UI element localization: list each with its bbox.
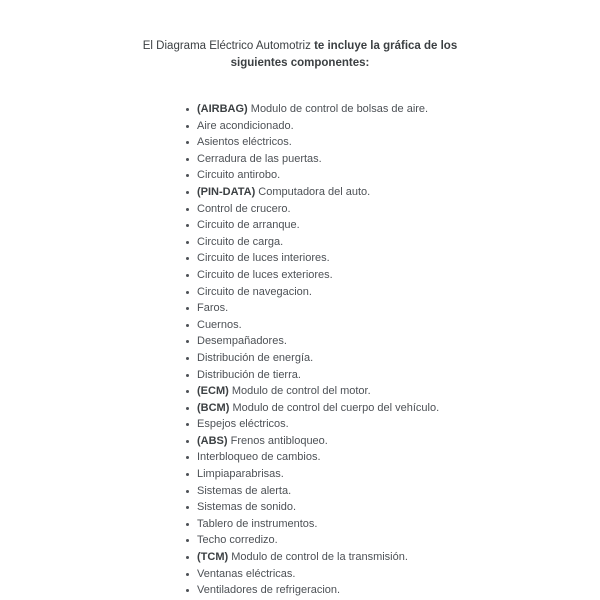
- list-item: Distribución de tierra.: [197, 367, 600, 384]
- list-item: Espejos eléctricos.: [197, 416, 600, 433]
- list-item: Asientos eléctricos.: [197, 134, 600, 151]
- list-item: (ABS) Frenos antibloqueo.: [197, 433, 600, 450]
- component-list: [0, 101, 600, 599]
- list-item: (ECM) Modulo de control del motor.: [197, 383, 600, 400]
- list-item: (TCM) Modulo de control de la transmisión.: [197, 549, 600, 566]
- list-item: Faros.: [197, 300, 600, 317]
- list-item: Circuito de carga.: [197, 234, 600, 251]
- page-title-regular: El Diagrama Eléctrico Automotriz: [142, 40, 315, 52]
- list-item: Circuito de luces interiores.: [197, 250, 600, 267]
- list-item: Cerradura de las puertas.: [197, 151, 600, 168]
- list-item: Circuito de luces exteriores.: [197, 267, 600, 284]
- list-item: Circuito de arranque.: [197, 217, 600, 234]
- list-item: Limpiaparabrisas.: [197, 466, 600, 483]
- item-code: (BCM): [197, 401, 230, 414]
- list-item: Sistemas de alerta.: [197, 483, 600, 500]
- list-item: Sistemas de sonido.: [197, 499, 600, 516]
- list-item: Desempañadores.: [197, 333, 600, 350]
- list-item: Cuernos.: [197, 317, 600, 334]
- list-item: Distribución de energía.: [197, 350, 600, 367]
- list-item: Ventiladores de refrigeracion.: [197, 582, 600, 599]
- list-item: Aire acondicionado.: [197, 118, 600, 135]
- page-title: [115, 38, 485, 72]
- list-item: Techo corredizo.: [197, 532, 600, 549]
- list-item: Interbloqueo de cambios.: [197, 449, 600, 466]
- item-code: (TCM): [197, 551, 229, 564]
- page-title-bold: te incluye la gráfica de los siguientes componentes:: [230, 40, 458, 69]
- list-item: Ventanas eléctricas.: [197, 566, 600, 583]
- list-item: Tablero de instrumentos.: [197, 516, 600, 533]
- item-code: (ABS): [197, 434, 228, 447]
- list-item: Control de crucero.: [197, 201, 600, 218]
- list-item: Circuito de navegacion.: [197, 284, 600, 301]
- item-code: (ECM): [197, 385, 229, 398]
- list-item: (BCM) Modulo de control del cuerpo del vehículo.: [197, 400, 600, 417]
- list-item: (PIN-DATA) Computadora del auto.: [197, 184, 600, 201]
- list-item: (AIRBAG) Modulo de control de bolsas de aire.: [197, 101, 600, 118]
- list-item: Circuito antirobo.: [197, 167, 600, 184]
- item-code: (AIRBAG): [197, 103, 248, 115]
- item-code: (PIN-DATA): [197, 185, 256, 198]
